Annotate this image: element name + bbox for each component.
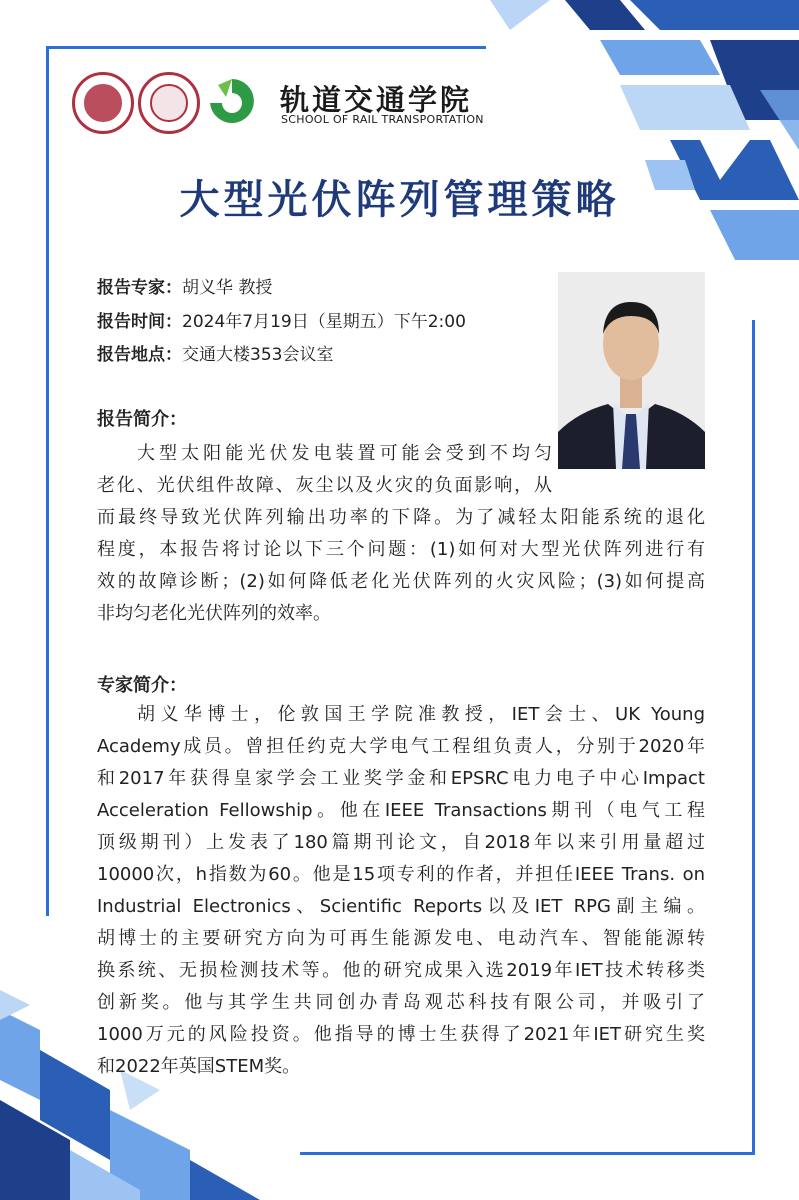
abstract-line: 老化、光伏组件故障、灰尘以及火灾的负面影响，从 (97, 475, 552, 496)
abstract-heading: 报告简介： (97, 409, 187, 430)
page-title: 大型光伏阵列管理策略 (179, 177, 620, 223)
bio-line: Acceleration Fellowship。他在IEEE Transactions期刊（电气工程 (97, 800, 705, 821)
bio-line: 10000次，h指数为60。他是15项专利的作者，并担任IEEE Trans. on (97, 864, 705, 885)
bio-line: 和2017年获得皇家学会工业奖学金和EPSRC电力电子中心Impact (97, 768, 705, 789)
green-circle-logo-icon (204, 75, 260, 127)
time-value: 2024年7月19日（星期五）下午2:00 (182, 312, 466, 332)
abstract-paragraph (97, 438, 705, 630)
time-info (97, 306, 466, 338)
university-seal-icon (72, 72, 134, 134)
bio-line: 和2022年英国STEM奖。 (97, 1056, 301, 1077)
speaker-value: 胡义华 教授 (182, 278, 273, 298)
school-name-en: SCHOOL OF RAIL TRANSPORTATION (281, 113, 484, 126)
speaker-label: 报告专家： (97, 278, 182, 298)
bio-line: 创新奖。他与其学生共同创办青岛观芯科技有限公司，并吸引了 (97, 992, 705, 1013)
abstract-line: 而最终导致光伏阵列输出功率的下降。为了减轻太阳能系统的退化 (97, 507, 705, 528)
speaker-info (97, 272, 272, 304)
bio-paragraph (97, 699, 705, 1083)
abstract-line: 大型太阳能光伏发电装置可能会受到不均匀 (137, 443, 552, 464)
bio-line: Industrial Electronics、Scientific Reports以及IET RPG副主编。 (97, 896, 705, 917)
abstract-line: 非均匀老化光伏阵列的效率。 (97, 603, 331, 624)
bio-heading: 专家简介： (97, 675, 187, 696)
bio-line: Academy成员。曾担任约克大学电气工程组负责人，分别于2020年 (97, 736, 705, 757)
place-value: 交通大楼353会议室 (182, 345, 334, 365)
place-label: 报告地点： (97, 345, 182, 365)
abstract-line: 效的故障诊断；(2)如何降低老化光伏阵列的火灾风险；(3)如何提高 (97, 571, 705, 592)
bio-line: 换系统、无损检测技术等。他的研究成果入选2019年IET技术转移类 (97, 960, 705, 981)
college-seal-icon (138, 72, 200, 134)
abstract-line: 程度，本报告将讨论以下三个问题：(1)如何对大型光伏阵列进行有 (97, 539, 705, 560)
frame-top-line (46, 46, 486, 49)
place-info (97, 339, 333, 371)
bio-line: 顶级期刊）上发表了180篇期刊论文，自2018年以来引用量超过 (97, 832, 705, 853)
bio-line: 1000万元的风险投资。他指导的博士生获得了2021年IET研究生奖 (97, 1024, 705, 1045)
frame-right-line (752, 320, 755, 1154)
time-label: 报告时间： (97, 312, 182, 332)
frame-bottom-line (300, 1152, 755, 1155)
school-name-cn: 轨道交通学院 (280, 83, 473, 117)
bio-line: 胡博士的主要研究方向为可再生能源发电、电动汽车、智能能源转 (97, 928, 705, 949)
bio-line: 胡义华博士，伦敦国王学院准教授，IET会士、UK Young (137, 704, 705, 725)
